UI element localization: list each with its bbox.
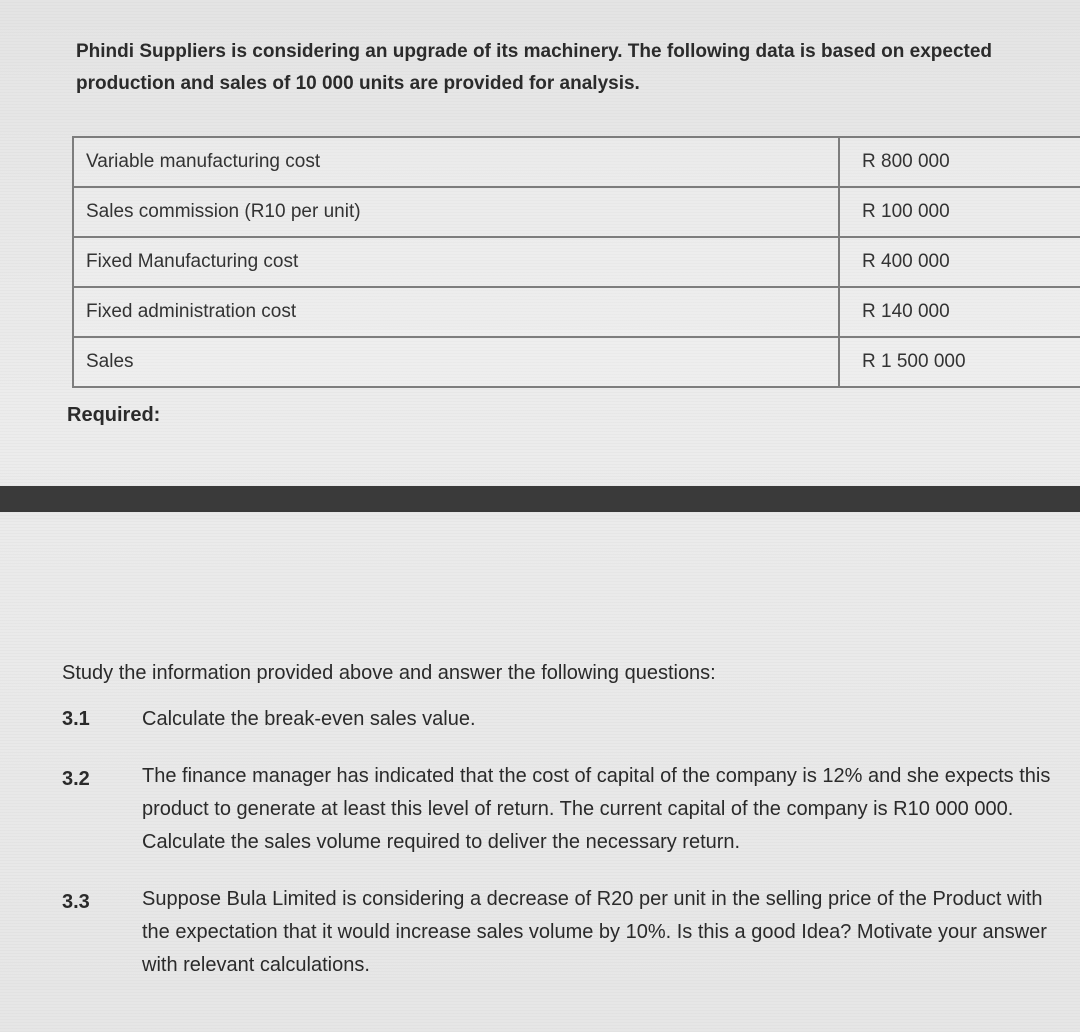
question-text: The finance manager has indicated that the cost of capital of the company is 12% and she expects this product to generate at least this level of return. The current capital of the company is R10 000 000. Calculate the sales volume required to deliver the necessary return. bbox=[142, 765, 1051, 853]
table-row bbox=[73, 187, 1080, 237]
divider-bar bbox=[0, 486, 1080, 512]
intro-paragraph: Phindi Suppliers is considering an upgrade of its machinery. The following data is based on expected production and sales of 10 000 units are provided for analysis. bbox=[76, 41, 993, 94]
row-value: R 1 500 000 bbox=[839, 337, 1080, 387]
instructions-text: Study the information provided above and answer the following questions: bbox=[62, 662, 716, 684]
question-text: Suppose Bula Limited is considering a decrease of R20 per unit in the selling price of the Product with the expectation that it would increase sales volume by 10%. Is this a good Idea? Motivate your answer with relevant calculations. bbox=[142, 888, 1047, 976]
question-text: Calculate the break-even sales value. bbox=[142, 708, 476, 730]
row-value: R 800 000 bbox=[839, 137, 1080, 187]
question-number: 3.1 bbox=[62, 708, 90, 730]
table-row bbox=[73, 287, 1080, 337]
row-value: R 100 000 bbox=[839, 187, 1080, 237]
required-heading: Required: bbox=[67, 404, 161, 426]
row-value: R 400 000 bbox=[839, 237, 1080, 287]
row-label: Sales bbox=[73, 337, 839, 387]
question-number: 3.3 bbox=[62, 891, 90, 913]
table-row bbox=[73, 337, 1080, 387]
table-row bbox=[73, 237, 1080, 287]
row-label: Variable manufacturing cost bbox=[73, 137, 839, 187]
cost-data-table bbox=[72, 136, 1080, 388]
table-row bbox=[73, 137, 1080, 187]
row-label: Fixed Manufacturing cost bbox=[73, 237, 839, 287]
row-label: Fixed administration cost bbox=[73, 287, 839, 337]
row-label: Sales commission (R10 per unit) bbox=[73, 187, 839, 237]
question-number: 3.2 bbox=[62, 768, 90, 790]
row-value: R 140 000 bbox=[839, 287, 1080, 337]
